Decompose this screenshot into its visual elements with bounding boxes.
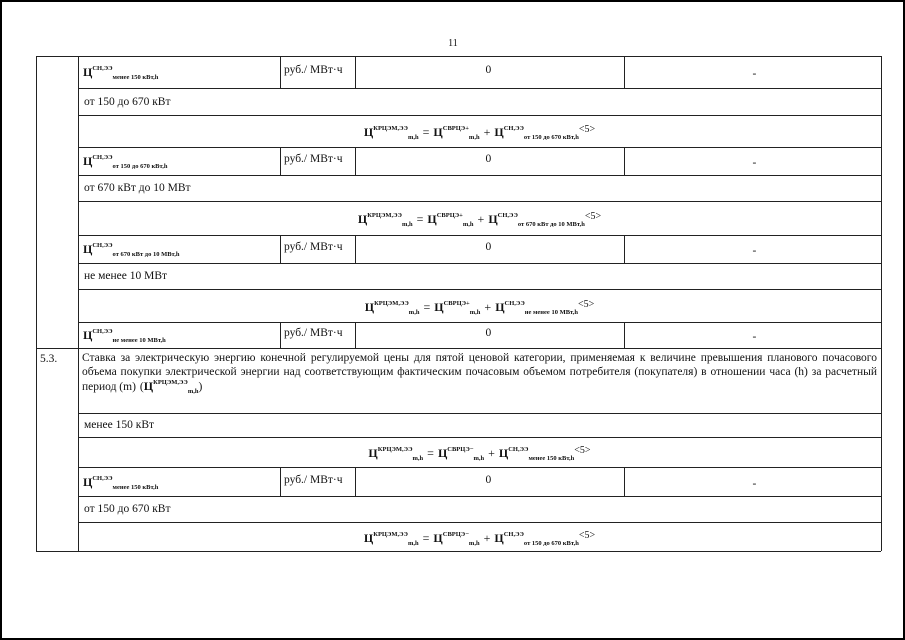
tariff-symbol-letter: Ц	[83, 242, 93, 256]
formula-r1-sub: m,h	[462, 221, 474, 228]
formula-r2-letter: Ц	[494, 530, 504, 545]
formula-r1-sup: СВРЦЭ+	[436, 212, 463, 219]
formula-r2-sup: СН,ЭЭ	[504, 299, 525, 307]
tariff-symbol-letter: Ц	[83, 65, 93, 79]
section-number: 5.3.	[40, 353, 58, 365]
col-divider	[355, 56, 356, 88]
band-label: менее 150 кВт	[84, 419, 155, 431]
table-top-border	[36, 56, 881, 57]
formula-r2-sub: менее 150 кВт,h	[528, 455, 575, 462]
col-divider	[624, 235, 625, 263]
formula-lhs-sup: КРЦЭМ,ЭЭ	[377, 446, 413, 453]
col-divider	[624, 56, 625, 88]
value-cell: 0	[485, 153, 492, 165]
section-text: Ставка за электрическую энергию конечной регулируемой цены для пятой ценовой категории, применяемая к величине превышения планового почасового объема покупки электрической энергии над соответствующим фактическим почасовым объемом потребителя (покупателя) в отношении часа (h) за расчетный период (m)	[82, 352, 877, 393]
unit-cell: руб./ МВт·ч	[284, 153, 343, 165]
band-label: от 670 кВт до 10 МВт	[84, 182, 191, 194]
formula-lhs-sub: m,h	[408, 308, 420, 316]
row-divider	[78, 467, 881, 468]
band-label: от 150 до 670 кВт	[84, 95, 171, 108]
formula-lhs-letter: Ц	[357, 212, 368, 226]
col-divider	[355, 147, 356, 175]
formula-r1-sup: СВРЦЭ−	[447, 446, 474, 453]
value-cell: 0	[485, 327, 492, 339]
formula-lhs-letter: Ц	[363, 125, 374, 139]
row-divider	[78, 413, 881, 414]
row-divider	[78, 115, 881, 116]
value-cell: 0	[485, 473, 492, 486]
formula-r2-letter: Ц	[488, 212, 498, 226]
page-frame-left	[0, 0, 2, 640]
formula-lhs-sup: КРЦЭМ,ЭЭ	[367, 212, 402, 219]
tariff-symbol	[83, 65, 158, 82]
section-symbol-letter: Ц	[143, 379, 154, 393]
tariff-symbol	[83, 242, 180, 259]
formula-lhs-letter: Ц	[368, 446, 378, 460]
formula-ref: <5>	[578, 124, 596, 135]
formula-plus: +	[483, 125, 491, 139]
band-label: от 150 до 670 кВт	[84, 503, 171, 515]
formula-r2-sub: от 150 до 670 кВт,h	[523, 539, 579, 547]
col-divider	[280, 147, 281, 175]
tariff-symbol-sub: менее 150 кВт,h	[112, 74, 159, 81]
col-divider	[355, 322, 356, 348]
formula-r2-sup: СН,ЭЭ	[497, 212, 518, 219]
row-divider	[78, 88, 881, 89]
formula-r1-sub: m,h	[469, 308, 481, 316]
table-bottom-border	[36, 551, 881, 552]
dash-cell: -	[752, 68, 757, 80]
formula-r1-letter: Ц	[437, 446, 448, 460]
formula-r1-sub: m,h	[468, 539, 480, 547]
formula	[78, 212, 881, 227]
number-column-divider	[78, 56, 79, 551]
tariff-symbol	[83, 328, 166, 345]
tariff-symbol-letter: Ц	[83, 474, 93, 489]
formula-r1-sup: СВРЦЭ+	[442, 125, 469, 132]
tariff-symbol-sup: СН,ЭЭ	[92, 474, 113, 482]
value-cell: 0	[485, 241, 492, 253]
formula-lhs-sup: КРЦЭМ,ЭЭ	[373, 125, 408, 132]
formula-plus: +	[483, 530, 491, 545]
formula-r1-letter: Ц	[433, 530, 443, 545]
col-divider	[280, 467, 281, 496]
col-divider	[280, 56, 281, 88]
row-divider	[78, 322, 881, 323]
row-divider	[78, 147, 881, 148]
unit-cell: руб./ МВт·ч	[284, 64, 343, 76]
col-divider	[355, 467, 356, 496]
row-divider	[78, 437, 881, 438]
row-divider	[78, 348, 881, 349]
row-divider	[78, 235, 881, 236]
row-divider	[78, 263, 881, 264]
paren-close: )	[198, 381, 203, 393]
col-divider	[624, 322, 625, 348]
tariff-symbol-sup: СН,ЭЭ	[92, 328, 113, 335]
formula-lhs-sub: m,h	[401, 221, 413, 228]
dash-cell: -	[752, 157, 757, 169]
formula	[78, 125, 881, 140]
formula-r2-letter: Ц	[495, 299, 505, 314]
row-divider	[78, 496, 881, 497]
table-right-border	[881, 56, 882, 551]
tariff-symbol	[83, 154, 167, 171]
dash-cell: -	[752, 477, 757, 490]
formula-equals: =	[427, 446, 434, 460]
tariff-symbol-sub: не менее 10 МВт,h	[112, 337, 166, 344]
row-divider	[78, 289, 881, 290]
tariff-symbol-sup: СН,ЭЭ	[92, 154, 113, 161]
dash-cell: -	[752, 331, 757, 343]
formula-plus: +	[484, 299, 492, 314]
tariff-symbol-sub: от 670 кВт до 10 МВт,h	[112, 251, 180, 258]
row-divider	[78, 201, 881, 202]
formula	[78, 446, 881, 461]
tariff-symbol-letter: Ц	[83, 154, 93, 168]
formula-lhs-sub: m,h	[412, 455, 424, 462]
formula-r2-sub: от 670 кВт до 10 МВт,h	[517, 221, 585, 228]
formula-r2-sup: СН,ЭЭ	[503, 125, 524, 132]
formula-lhs-letter: Ц	[363, 530, 374, 545]
formula-ref: <5>	[574, 445, 591, 456]
formula-r2-letter: Ц	[494, 125, 504, 139]
formula-r2-sup: СН,ЭЭ	[508, 446, 529, 453]
value-cell: 0	[485, 64, 492, 76]
section-description	[82, 351, 877, 396]
dash-cell: -	[752, 245, 757, 257]
tariff-symbol-sup: СН,ЭЭ	[92, 242, 113, 249]
formula	[78, 300, 881, 315]
page-frame-top	[0, 0, 905, 2]
formula-r1-sup: СВРЦЭ−	[442, 530, 469, 538]
col-divider	[280, 322, 281, 348]
formula-r2-letter: Ц	[498, 446, 509, 460]
formula-r2-sub: от 150 до 670 кВт,h	[523, 134, 579, 141]
formula-ref: <5>	[578, 529, 596, 541]
table-left-border	[36, 56, 37, 551]
formula-equals: =	[423, 299, 431, 314]
tariff-symbol-letter: Ц	[83, 328, 93, 342]
formula-lhs-sub: m,h	[407, 539, 419, 547]
unit-cell: руб./ МВт·ч	[284, 473, 343, 486]
formula-ref: <5>	[584, 211, 602, 222]
formula-plus: +	[488, 446, 495, 460]
formula-equals: =	[422, 125, 430, 139]
formula-r1-letter: Ц	[434, 299, 444, 314]
paren-open: (	[139, 381, 144, 393]
formula-r1-sup: СВРЦЭ+	[443, 299, 470, 307]
formula-ref: <5>	[577, 298, 595, 310]
band-label: не менее 10 МВт	[84, 270, 168, 282]
section-symbol-sup: КРЦЭМ,ЭЭ	[153, 379, 188, 386]
tariff-symbol-sup: СН,ЭЭ	[92, 65, 113, 72]
formula	[78, 531, 881, 546]
unit-cell: руб./ МВт·ч	[284, 241, 343, 253]
formula-r1-letter: Ц	[433, 125, 443, 139]
formula-lhs-sup: КРЦЭМ,ЭЭ	[373, 530, 408, 538]
row-divider	[78, 522, 881, 523]
formula-r2-sub: не менее 10 МВт,h	[524, 308, 578, 316]
page-number: 11	[448, 38, 458, 49]
number-column-divider-h	[36, 348, 78, 349]
formula-equals: =	[416, 212, 424, 226]
col-divider	[624, 147, 625, 175]
formula-lhs-sup: КРЦЭМ,ЭЭ	[374, 299, 409, 307]
formula-equals: =	[422, 530, 430, 545]
tariff-symbol	[83, 475, 158, 492]
formula-lhs-sub: m,h	[407, 134, 419, 141]
formula-r1-sub: m,h	[473, 455, 485, 462]
tariff-symbol-sub: от 150 до 670 кВт,h	[112, 163, 168, 170]
formula-r1-sub: m,h	[468, 134, 480, 141]
formula-lhs-letter: Ц	[364, 299, 375, 314]
row-divider	[78, 175, 881, 176]
col-divider	[624, 467, 625, 496]
formula-plus: +	[477, 212, 485, 226]
col-divider	[355, 235, 356, 263]
tariff-symbol-sub: менее 150 кВт,h	[112, 483, 159, 491]
formula-r2-sup: СН,ЭЭ	[503, 530, 524, 538]
unit-cell: руб./ МВт·ч	[284, 327, 343, 339]
formula-r1-letter: Ц	[427, 212, 437, 226]
section-symbol-sub: m,h	[187, 388, 199, 395]
col-divider	[280, 235, 281, 263]
